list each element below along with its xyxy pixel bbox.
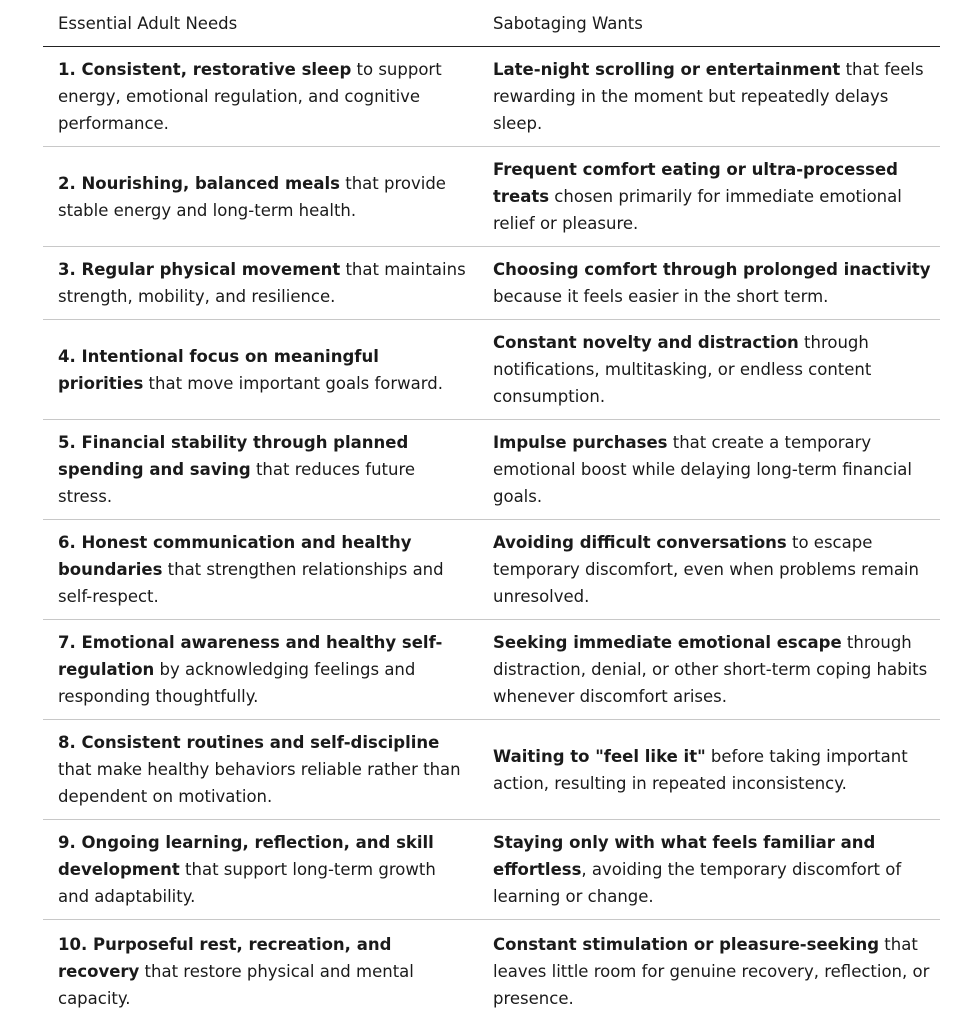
need-description-text: that support long-term growth and adaptability. (58, 860, 436, 906)
need-bold-text: 3. Regular physical movement (58, 260, 341, 279)
need-bold-text: 7. Emotional awareness and healthy self-regulation (58, 633, 443, 679)
need-bold-text: 10. Purposeful rest, recreation, and recovery (58, 934, 392, 981)
needs-wants-table-container (43, 0, 940, 1023)
table-header (43, 0, 940, 47)
want-bold-text: Impulse purchases (493, 433, 668, 452)
want-cell (479, 47, 940, 147)
want-cell (479, 820, 940, 920)
table-row (43, 920, 940, 1023)
need-description-text: that restore physical and mental capacity. (58, 961, 414, 1008)
want-cell (479, 320, 940, 420)
need-description-text: that make healthy behaviors reliable rather than dependent on motivation. (58, 760, 461, 806)
need-description-text: that maintains strength, mobility, and resilience. (58, 260, 466, 306)
table-row (43, 147, 940, 247)
header-essential-adult-needs: Essential Adult Needs (43, 0, 479, 47)
want-cell (479, 620, 940, 720)
need-description-text: that provide stable energy and long-term health. (58, 173, 446, 220)
need-cell (43, 47, 479, 147)
want-bold-text: Constant novelty and distraction (493, 333, 799, 352)
need-cell (43, 320, 479, 420)
want-bold-text: Staying only with what feels familiar and effortless (493, 833, 876, 879)
need-description-text: that move important goals forward. (143, 373, 443, 393)
want-cell (479, 520, 940, 620)
table-row (43, 820, 940, 920)
need-bold-text: 1. Consistent, restorative sleep (58, 60, 352, 79)
want-bold-text: Seeking immediate emotional escape (493, 633, 842, 652)
table-row (43, 247, 940, 320)
want-bold-text: Constant stimulation or pleasure-seeking (493, 934, 880, 954)
want-description-text: chosen primarily for immediate emotional relief or pleasure. (493, 187, 902, 233)
want-bold-text: Choosing comfort through prolonged inactivity (493, 260, 931, 279)
need-description-text: to support energy, emotional regulation, and cognitive performance. (58, 60, 442, 133)
want-description-text: that leaves little room for genuine recovery, reflection, or presence. (493, 934, 930, 1008)
need-bold-text: 8. Consistent routines and self-discipline (58, 733, 440, 752)
want-cell (479, 147, 940, 247)
want-cell (479, 920, 940, 1023)
want-bold-text: Avoiding difficult conversations (493, 533, 787, 552)
header-row (43, 0, 940, 47)
need-description-text: by acknowledging feelings and responding thoughtfully. (58, 660, 416, 706)
want-description-text: through distraction, denial, or other short-term coping habits whenever discomfort arises. (493, 633, 928, 706)
want-description-text: because it feels easier in the short term. (493, 287, 829, 306)
want-description-text: , avoiding the temporary discomfort of learning or change. (493, 860, 902, 906)
need-bold-text: 2. Nourishing, balanced meals (58, 173, 340, 193)
want-description-text: that create a temporary emotional boost while delaying long-term financial goals. (493, 433, 912, 506)
want-description-text: through notifications, multitasking, or endless content consumption. (493, 333, 872, 406)
need-cell (43, 247, 479, 320)
want-description-text: to escape temporary discomfort, even when problems remain unresolved. (493, 533, 919, 606)
want-bold-text: Frequent comfort eating or ultra-processed treats (493, 160, 898, 206)
want-bold-text: Late-night scrolling or entertainment (493, 60, 841, 79)
want-description-text: before taking important action, resulting in repeated inconsistency. (493, 746, 908, 793)
need-cell (43, 420, 479, 520)
want-cell (479, 247, 940, 320)
table-row (43, 47, 940, 147)
table-row (43, 520, 940, 620)
table-body (43, 47, 940, 1023)
need-cell (43, 920, 479, 1023)
need-bold-text: 5. Financial stability through planned spending and saving (58, 433, 409, 479)
want-cell (479, 720, 940, 820)
need-description-text: that strengthen relationships and self-respect. (58, 560, 444, 606)
want-cell (479, 420, 940, 520)
need-cell (43, 620, 479, 720)
need-cell (43, 147, 479, 247)
need-bold-text: 6. Honest communication and healthy boundaries (58, 533, 412, 579)
table-row (43, 420, 940, 520)
want-description-text: that feels rewarding in the moment but repeatedly delays sleep. (493, 60, 924, 133)
want-bold-text: Waiting to "feel like it" (493, 746, 706, 766)
table-row (43, 720, 940, 820)
table-row (43, 620, 940, 720)
needs-wants-table (43, 0, 940, 1023)
need-cell (43, 520, 479, 620)
header-sabotaging-wants: Sabotaging Wants (479, 0, 940, 47)
need-bold-text: 9. Ongoing learning, reflection, and skill development (58, 833, 434, 879)
need-cell (43, 720, 479, 820)
table-row (43, 320, 940, 420)
need-bold-text: 4. Intentional focus on meaningful priorities (58, 346, 379, 393)
need-description-text: that reduces future stress. (58, 460, 416, 506)
need-cell (43, 820, 479, 920)
